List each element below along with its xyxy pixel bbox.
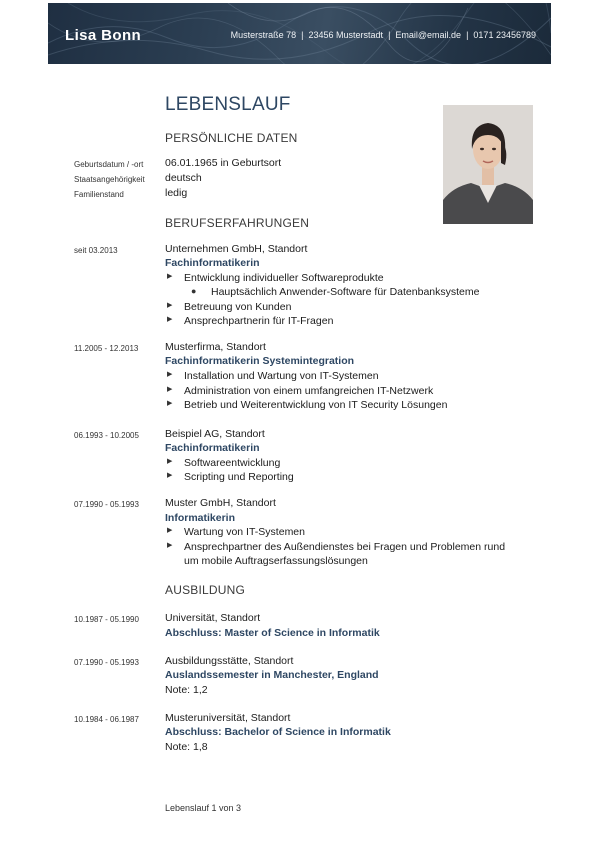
- phone-number: 0171 23456789: [473, 30, 536, 40]
- triangle-bullet-icon: ▶: [167, 273, 173, 280]
- label-birth: Geburtsdatum / -ort: [74, 160, 144, 169]
- experience-title: Fachinformatikerin: [165, 257, 260, 269]
- experience-company: Muster GmbH, Standort: [165, 497, 276, 509]
- email-link[interactable]: Email@email.de: [395, 30, 462, 40]
- triangle-bullet-icon: ▶: [167, 458, 173, 465]
- dot-bullet-icon: ●: [191, 286, 197, 296]
- experience-company: Musterfirma, Standort: [165, 341, 266, 353]
- section-title-experience: BERUFSERFAHRUNGEN: [165, 216, 310, 230]
- education-note: Note: 1,8: [165, 741, 208, 753]
- experience-bullet: ▶ Ansprechpartnerin für IT-Fragen: [167, 315, 334, 327]
- education-school: Universität, Standort: [165, 612, 261, 624]
- document-title: LEBENSLAUF: [165, 94, 291, 115]
- experience-date: 11.2005 - 12.2013: [74, 344, 139, 353]
- experience-company: Unternehmen GmbH, Standort: [165, 243, 308, 255]
- triangle-bullet-icon: ▶: [167, 400, 173, 407]
- experience-sub-bullet: ● Hauptsächlich Anwender-Software für Datenbanksysteme: [191, 286, 480, 298]
- value-nationality: deutsch: [165, 172, 202, 184]
- separator: |: [388, 30, 391, 40]
- experience-company: Beispiel AG, Standort: [165, 428, 265, 440]
- triangle-bullet-icon: ▶: [167, 542, 173, 549]
- education-date: 10.1984 - 06.1987: [74, 715, 139, 724]
- experience-bullet: ▶ Ansprechpartner des Außendienstes bei Fragen und Problemen rund: [167, 541, 506, 553]
- education-degree: Abschluss: Bachelor of Science in Informatik: [165, 726, 391, 738]
- applicant-name: Lisa Bonn: [65, 27, 142, 44]
- page-footer: Lebenslauf 1 von 3: [165, 803, 242, 813]
- education-school: Ausbildungsstätte, Standort: [165, 655, 294, 667]
- experience-title: Fachinformatikerin Systemintegration: [165, 355, 355, 367]
- experience-bullet: ▶ Softwareentwicklung: [167, 457, 281, 469]
- education-date: 10.1987 - 05.1990: [74, 615, 139, 624]
- triangle-bullet-icon: ▶: [167, 472, 173, 479]
- triangle-bullet-icon: ▶: [167, 302, 173, 309]
- experience-bullet: ▶ Entwicklung individueller Softwareprodukte: [167, 272, 384, 284]
- triangle-bullet-icon: ▶: [167, 386, 173, 393]
- portrait-image: [443, 105, 533, 224]
- experience-date: 06.1993 - 10.2005: [74, 431, 139, 440]
- triangle-bullet-icon: ▶: [167, 371, 173, 378]
- experience-bullet: ▶ Betrieb und Weiterentwicklung von IT Security Lösungen: [167, 399, 448, 411]
- triangle-bullet-icon: ▶: [167, 527, 173, 534]
- experience-bullet: ▶ Betreuung von Kunden: [167, 301, 292, 313]
- separator: |: [466, 30, 469, 40]
- experience-bullet: ▶ Scripting und Reporting: [167, 471, 294, 483]
- experience-title: Fachinformatikerin: [165, 442, 260, 454]
- education-degree: Auslandssemester in Manchester, England: [165, 669, 379, 681]
- section-title-personal: PERSÖNLICHE DATEN: [165, 131, 298, 145]
- experience-title: Informatikerin: [165, 512, 236, 524]
- label-nationality: Staatsangehörigkeit: [74, 175, 145, 184]
- experience-bullet: ▶ Installation und Wartung von IT-Systemen: [167, 370, 379, 382]
- education-note: Note: 1,2: [165, 684, 208, 696]
- experience-bullet: ▶ Administration von einem umfangreichen IT-Netzwerk: [167, 385, 434, 397]
- education-school: Musteruniversität, Standort: [165, 712, 291, 724]
- label-marital-status: Familienstand: [74, 190, 124, 199]
- experience-bullet: ▶ Wartung von IT-Systemen: [167, 526, 305, 538]
- experience-date: seit 03.2013: [74, 246, 118, 255]
- triangle-bullet-icon: ▶: [167, 316, 173, 323]
- experience-date: 07.1990 - 05.1993: [74, 500, 139, 509]
- contact-line: [231, 30, 536, 40]
- separator: |: [301, 30, 304, 40]
- experience-bullet-continuation: um mobile Auftragserfassungslösungen: [184, 555, 368, 567]
- value-marital-status: ledig: [165, 187, 188, 199]
- address-street: Musterstraße 78: [230, 30, 297, 40]
- value-birth: 06.01.1965 in Geburtsort: [165, 157, 282, 169]
- section-title-education: AUSBILDUNG: [165, 583, 246, 597]
- header-banner: [48, 3, 551, 64]
- education-date: 07.1990 - 05.1993: [74, 658, 139, 667]
- education-degree: Abschluss: Master of Science in Informatik: [165, 627, 380, 639]
- address-city: 23456 Musterstadt: [308, 30, 384, 40]
- portrait-photo: [443, 105, 533, 224]
